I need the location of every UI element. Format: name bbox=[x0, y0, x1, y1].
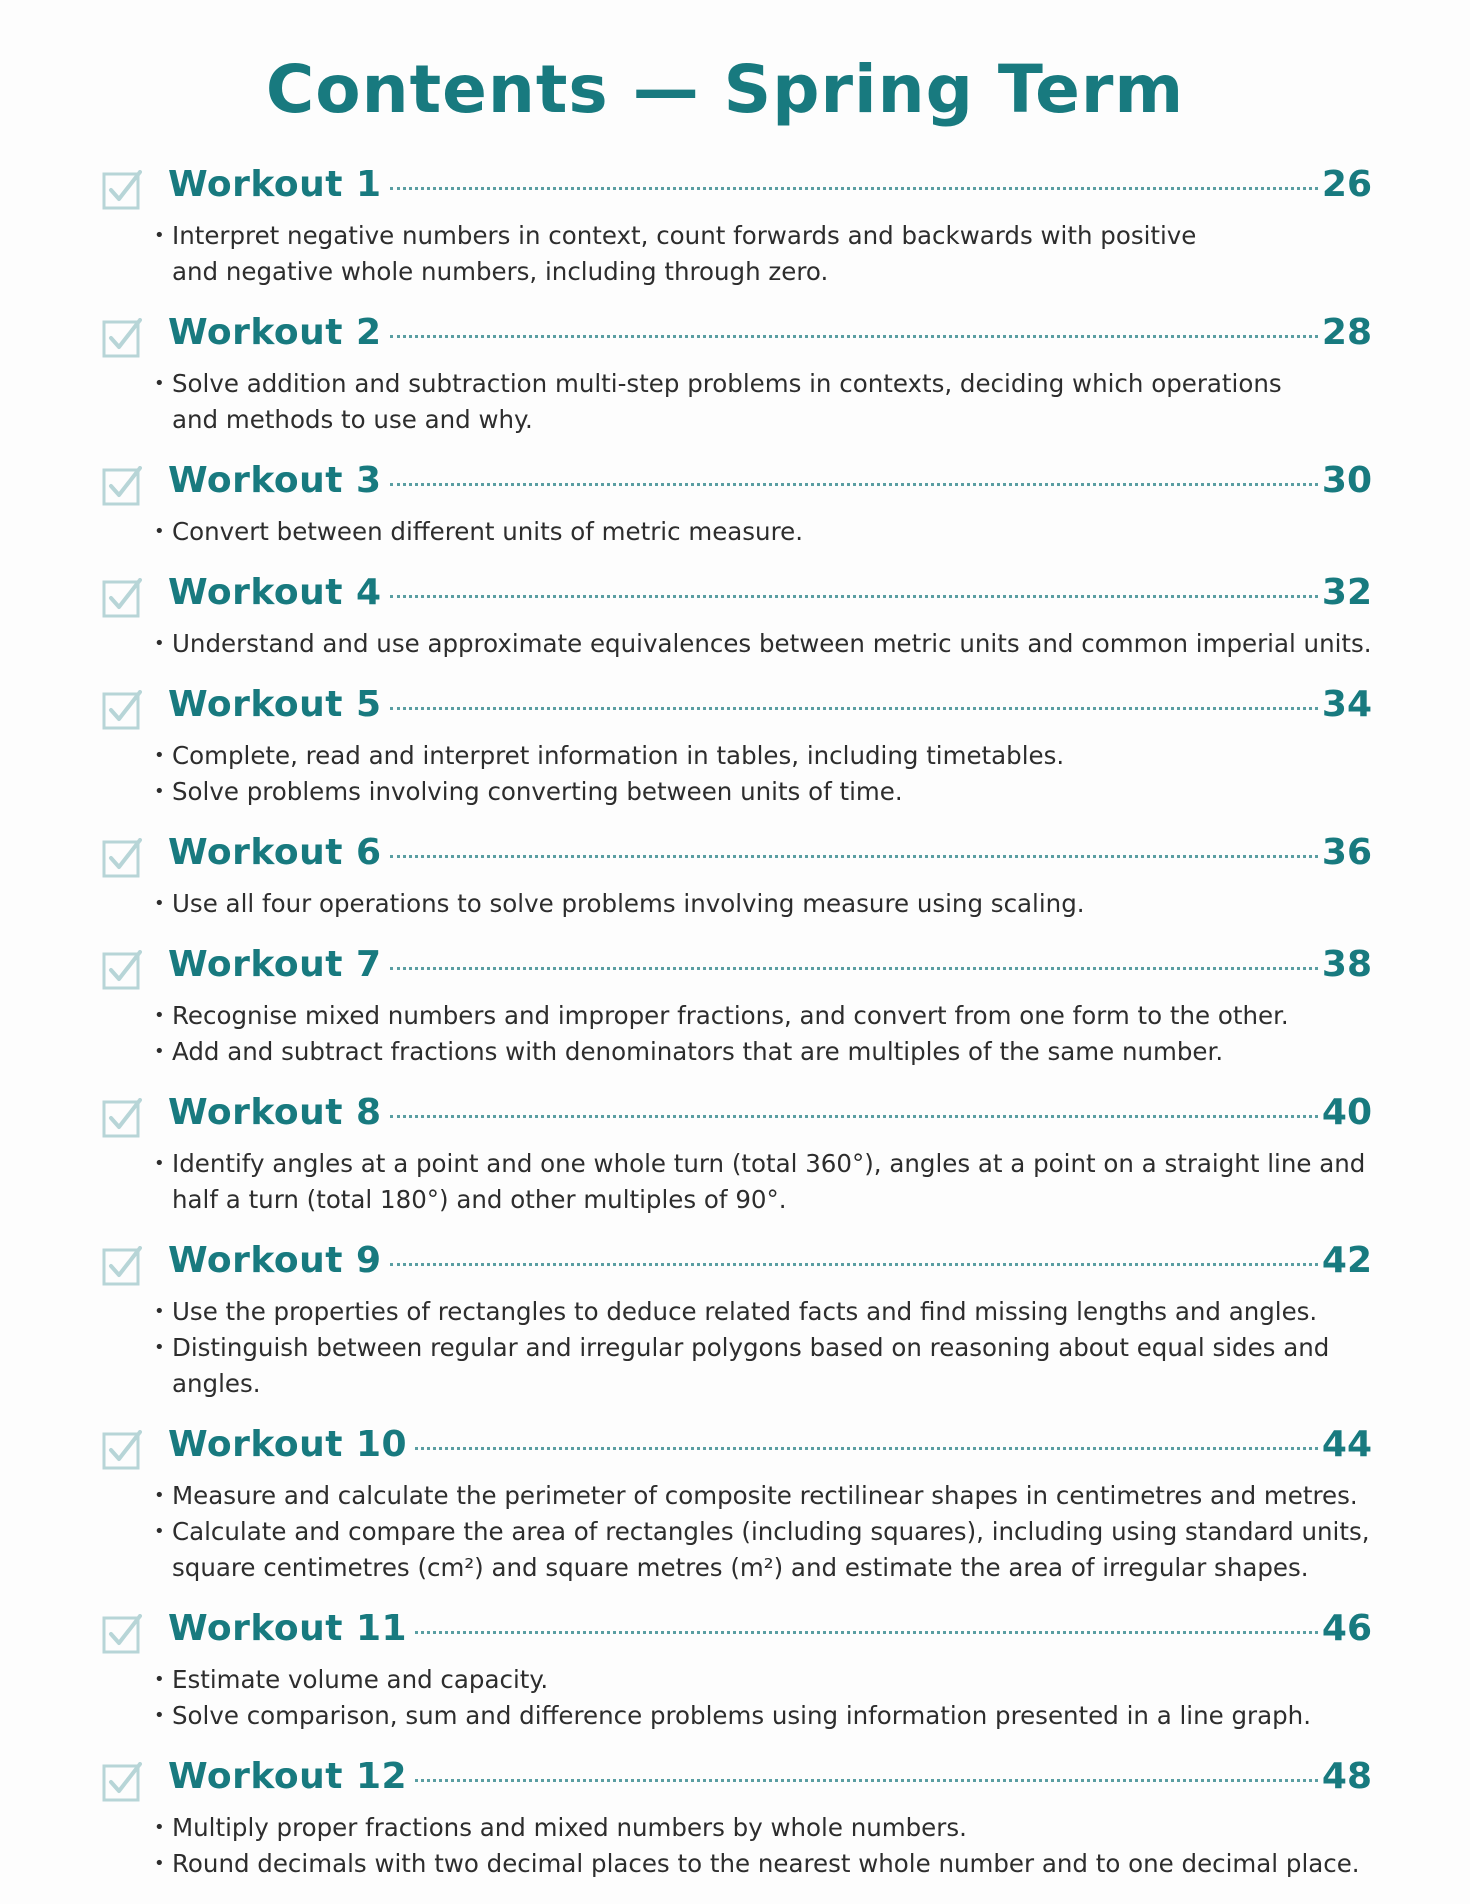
toc-entry-page-number: 46 bbox=[1321, 1608, 1372, 1649]
toc-entry[interactable] bbox=[100, 572, 1372, 662]
objective-text: • Solve comparison, sum and difference problems using information presented in a line graph. bbox=[168, 1698, 1372, 1734]
toc-entry-header bbox=[168, 1240, 1372, 1294]
toc-entry-objectives bbox=[168, 738, 1372, 810]
toc-entry-page-number: 36 bbox=[1321, 832, 1372, 873]
toc-entry-title: Workout 8 bbox=[168, 1092, 382, 1133]
toc-entry-page-number: 40 bbox=[1321, 1092, 1372, 1133]
toc-entry-page-number: 44 bbox=[1321, 1424, 1372, 1465]
objective-text: • Multiply proper fractions and mixed numbers by whole numbers. bbox=[168, 1810, 1372, 1846]
toc-entry[interactable] bbox=[100, 1240, 1372, 1402]
dot-leader bbox=[390, 335, 1318, 338]
objective-text: • Calculate and compare the area of rectangles (including squares), including using standard units, bbox=[168, 1514, 1372, 1550]
toc-entry-header bbox=[168, 684, 1372, 738]
toc-entry-title: Workout 10 bbox=[168, 1424, 408, 1465]
toc-entry-header bbox=[168, 1608, 1372, 1662]
toc-entry-page-number: 32 bbox=[1321, 572, 1372, 613]
toc-entry-objectives bbox=[168, 514, 1372, 550]
dot-leader bbox=[390, 855, 1318, 858]
checked-box-icon[interactable] bbox=[102, 838, 142, 878]
toc-entry[interactable] bbox=[100, 460, 1372, 550]
objective-text: • Identify angles at a point and one whole turn (total 360°), angles at a point on a straight line and bbox=[168, 1146, 1372, 1182]
objective-text: • Add and subtract fractions with denominators that are multiples of the same number. bbox=[168, 1034, 1372, 1070]
objective-text: • Measure and calculate the perimeter of composite rectilinear shapes in centimetres and metres. bbox=[168, 1478, 1372, 1514]
toc-entry-objectives bbox=[168, 366, 1372, 438]
objective-text: • Convert between different units of metric measure. bbox=[168, 514, 1372, 550]
toc-entry[interactable] bbox=[100, 1756, 1372, 1882]
checked-box-icon[interactable] bbox=[102, 1762, 142, 1802]
toc-entry-objectives bbox=[168, 1146, 1372, 1218]
objective-text: square centimetres (cm²) and square metres (m²) and estimate the area of irregular shapes. bbox=[172, 1553, 1309, 1582]
toc-entry-objectives bbox=[168, 626, 1372, 662]
checked-box-icon[interactable] bbox=[102, 170, 142, 210]
objective-text: • Complete, read and interpret information in tables, including timetables. bbox=[168, 738, 1372, 774]
toc-entry-header bbox=[168, 572, 1372, 626]
toc-entry[interactable] bbox=[100, 684, 1372, 810]
toc-entry-page-number: 26 bbox=[1321, 164, 1372, 205]
toc-entry[interactable] bbox=[100, 164, 1372, 290]
checked-box-icon[interactable] bbox=[102, 950, 142, 990]
toc-entry-title: Workout 12 bbox=[168, 1756, 408, 1797]
dot-leader bbox=[415, 1779, 1318, 1782]
dot-leader bbox=[390, 483, 1318, 486]
dot-leader bbox=[390, 1263, 1318, 1266]
objective-text: • Use the properties of rectangles to deduce related facts and find missing lengths and angles. bbox=[168, 1294, 1372, 1330]
toc-entry-page-number: 42 bbox=[1321, 1240, 1372, 1281]
toc-entry-header bbox=[168, 1092, 1372, 1146]
dot-leader bbox=[390, 595, 1318, 598]
table-of-contents bbox=[100, 164, 1372, 1904]
toc-entry-page-number: 30 bbox=[1321, 460, 1372, 501]
toc-entry-title: Workout 1 bbox=[168, 164, 382, 205]
toc-entry-header bbox=[168, 1424, 1372, 1478]
toc-entry-objectives bbox=[168, 1810, 1372, 1882]
dot-leader bbox=[415, 1447, 1318, 1450]
page-title: Contents — Spring Term bbox=[265, 51, 1185, 128]
toc-entry-header bbox=[168, 944, 1372, 998]
checked-box-icon[interactable] bbox=[102, 466, 142, 506]
objective-text: • Understand and use approximate equivalences between metric units and common imperial units. bbox=[168, 626, 1372, 662]
objective-text: • Recognise mixed numbers and improper fractions, and convert from one form to the other. bbox=[168, 998, 1372, 1034]
toc-entry[interactable] bbox=[100, 1608, 1372, 1734]
toc-entry-title: Workout 9 bbox=[168, 1240, 382, 1281]
objective-text: • Estimate volume and capacity. bbox=[168, 1662, 1372, 1698]
toc-entry-page-number: 48 bbox=[1321, 1756, 1372, 1797]
toc-entry-title: Workout 11 bbox=[168, 1608, 408, 1649]
toc-entry-header bbox=[168, 460, 1372, 514]
dot-leader bbox=[390, 967, 1318, 970]
checked-box-icon[interactable] bbox=[102, 578, 142, 618]
checked-box-icon[interactable] bbox=[102, 318, 142, 358]
toc-entry-objectives bbox=[168, 218, 1372, 290]
objective-text: • Round decimals with two decimal places to the nearest whole number and to one decimal place. bbox=[168, 1846, 1372, 1882]
checked-box-icon[interactable] bbox=[102, 1246, 142, 1286]
toc-entry[interactable] bbox=[100, 1424, 1372, 1586]
toc-entry-objectives bbox=[168, 1294, 1372, 1402]
objective-text: half a turn (total 180°) and other multiples of 90°. bbox=[172, 1185, 787, 1214]
dot-leader bbox=[390, 707, 1318, 710]
toc-entry-header bbox=[168, 164, 1372, 218]
toc-entry[interactable] bbox=[100, 944, 1372, 1070]
toc-entry[interactable] bbox=[100, 312, 1372, 438]
objective-text: • Interpret negative numbers in context, count forwards and backwards with positive bbox=[168, 218, 1372, 254]
dot-leader bbox=[390, 187, 1318, 190]
toc-entry-header bbox=[168, 312, 1372, 366]
objective-text: • Use all four operations to solve problems involving measure using scaling. bbox=[168, 886, 1372, 922]
checked-box-icon[interactable] bbox=[102, 1098, 142, 1138]
objective-text: • Solve addition and subtraction multi-step problems in contexts, deciding which operations bbox=[168, 366, 1372, 402]
checked-box-icon[interactable] bbox=[102, 1430, 142, 1470]
toc-entry-header bbox=[168, 1756, 1372, 1810]
toc-entry-page-number: 28 bbox=[1321, 312, 1372, 353]
toc-entry-objectives bbox=[168, 1478, 1372, 1586]
toc-entry[interactable] bbox=[100, 832, 1372, 922]
toc-entry-title: Workout 2 bbox=[168, 312, 382, 353]
checked-box-icon[interactable] bbox=[102, 1614, 142, 1654]
objective-text: and methods to use and why. bbox=[172, 405, 533, 434]
dot-leader bbox=[415, 1631, 1318, 1634]
toc-entry-title: Workout 4 bbox=[168, 572, 382, 613]
checked-box-icon[interactable] bbox=[102, 690, 142, 730]
toc-entry-objectives bbox=[168, 1662, 1372, 1734]
toc-entry-title: Workout 6 bbox=[168, 832, 382, 873]
toc-entry-objectives bbox=[168, 886, 1372, 922]
objective-text: • Solve problems involving converting between units of time. bbox=[168, 774, 1372, 810]
toc-entry-header bbox=[168, 832, 1372, 886]
objective-text: and negative whole numbers, including through zero. bbox=[172, 257, 829, 286]
toc-entry-page-number: 38 bbox=[1321, 944, 1372, 985]
toc-entry-title: Workout 5 bbox=[168, 684, 382, 725]
toc-entry[interactable] bbox=[100, 1092, 1372, 1218]
toc-entry-title: Workout 3 bbox=[168, 460, 382, 501]
toc-entry-page-number: 34 bbox=[1321, 684, 1372, 725]
objective-text: • Distinguish between regular and irregular polygons based on reasoning about equal sides and angles. bbox=[168, 1330, 1372, 1402]
dot-leader bbox=[390, 1115, 1318, 1118]
toc-entry-objectives bbox=[168, 998, 1372, 1070]
toc-entry-title: Workout 7 bbox=[168, 944, 382, 985]
